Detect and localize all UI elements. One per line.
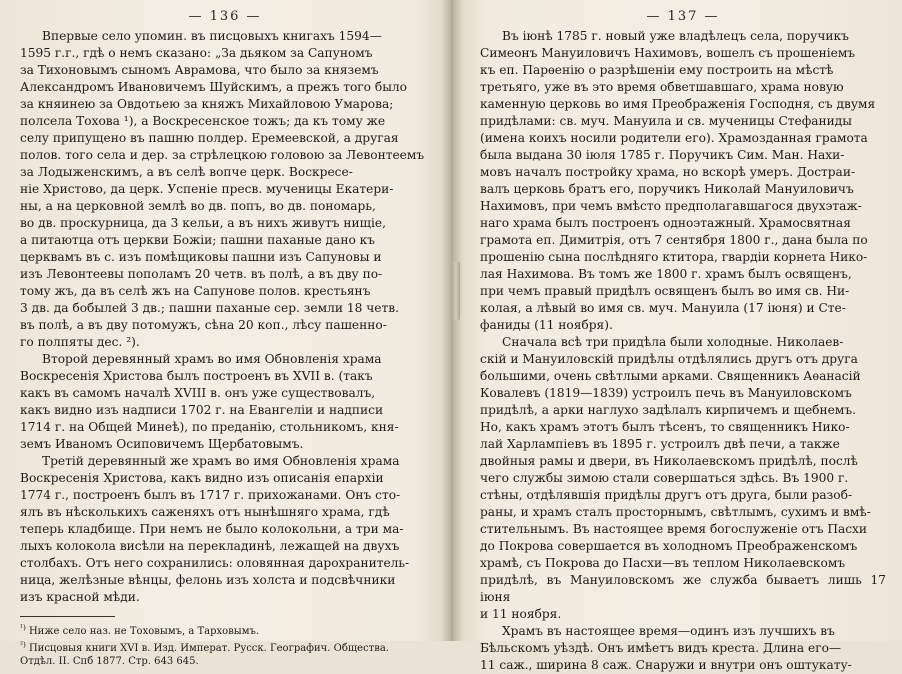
- footnote-1: [20, 621, 430, 638]
- left-paragraph-1: Впервые село упомин. въ писцовыхъ книгахъ 1594— 1595 г.г., гдѣ о немъ сказано: „За дьяком за Сапуномъ за Тихоновымъ сыномъ Аврамова, что было за княземъ Александромъ Ивановичемъ Шуйскимъ, а прежъ того было за княинею за Овдотьею за княжъ Михайловою Умарова; полсела Тохова ¹), а Воскресенское тожъ; да къ тому же селу припущено въ пашню полдер. Еремеевской, а другая полов. того села и дер. за стрѣлецкою головою за Левонтеемъ за Лодыженскимъ, а въ селѣ вопче церк. Воскресе- ніе Христово, да церк. Успеніе пресв. мученицы Екатери- ны, а на церковной землѣ во дв. попъ, во дв. пономарь, во дв. проскурница, да 3 кельи, а въ нихъ живутъ нищіе, а питаютца отъ церкви Божіи; пашни паханые дано къ церквамъ въ с. изъ помѣщиковы пашни изъ Сапуновы и изъ Левонтеевы пополамъ 20 четв. въ полѣ, а въ дву по- тому жъ, да въ селѣ жъ на Сапунове полов. крестьянъ 3 дв. да бобылей 3 дв.; пашни паханые сер. земли 18 четв. въ полѣ, а въ дву потомужъ, сѣна 20 коп., лѣсу пашенно- го полпяты дес. ²).: [20, 29, 425, 349]
- footnote-2-text: Писцовыя книги XVI в. Изд. Императ. Русск. Географич. Общества. Отдѣл. II. Спб 1877. Стр. 643 645.: [20, 643, 389, 667]
- right-page-body: [480, 28, 886, 674]
- footnote-1-mark: ¹): [20, 623, 26, 632]
- left-page: [0, 0, 450, 667]
- footnote-1-text: Ниже село наз. не Тоховымъ, а Тарховымъ.: [28, 626, 260, 637]
- right-page: [458, 0, 902, 672]
- right-paragraph-3: Храмъ въ настоящее время—одинъ изъ лучшихъ въ Бѣльскомъ уѣздѣ. Онъ имѣетъ видъ креста. Длина его— 11 саж., ширина 8 саж. Снаружи и внутри онъ оштукату-: [480, 624, 852, 672]
- left-paragraph-2: Второй деревянный храмъ во имя Обновленія храма Воскресенія Христова былъ построенъ въ XVII в. (такъ какъ въ самомъ началѣ XVIII в. онъ уже существовалъ, какъ видно изъ надписи 1702 г. на Евангеліи и надписи 1714 г. на Общей Минеѣ), по преданію, стольникомъ, кня- земъ Иваномъ Осиповичемъ Щербатовымъ.: [20, 352, 399, 451]
- right-paragraph-2: Сначала всѣ три придѣла были холодные. Николаев- скій и Мануиловскій придѣлы отдѣлялись другъ отъ друга большими, очень свѣтлыми арками. Священникъ Аѳанасій Ковалевъ (1819—1839) устроилъ печь въ Мануиловскомъ придѣлѣ, а арки наглухо задѣлалъ кирпичемъ и щебнемъ. Но, какъ храмъ этотъ былъ тѣсенъ, то священникъ Нико- лай Харлампіевъ въ 1895 г. устроилъ двѣ печи, а также двойныя рамы и двери, въ Николаевскомъ придѣлѣ, послѣ чего службы зимою стали совершаться здѣсь. Въ 1900 г. стѣны, отдѣлявшія придѣлы другъ отъ друга, были разоб- раны, и храмъ сталъ просторнымъ, свѣтлымъ, сухимъ и вмѣ- стительнымъ. Въ настоящее время богослуженіе отъ Пасхи до Покрова совершается въ холодномъ Преображенскомъ храмѣ, съ Покрова до Пасхи—въ теплом Николаевскомъ придѣлѣ, въ Мануиловскомъ же служба бываетъ лишь 17 іюня и 11 ноября.: [480, 335, 886, 621]
- left-page-body: [20, 28, 430, 606]
- right-page-number: — 137 —: [646, 9, 720, 24]
- footnote-2-mark: ²): [20, 640, 26, 649]
- left-page-number: — 136 —: [188, 9, 262, 24]
- left-paragraph-3: Третій деревянный же храмъ во имя Обновленія храма Воскресенія Христова, какъ видно изъ описанія епархіи 1774 г., построенъ былъ въ 1717 г. прихожанами. Онъ сто- ялъ въ нѣсколькихъ саженяхъ отъ нынѣшняго храма, гдѣ теперь кладбище. При немъ не было колокольни, а три ма- лыхъ колокола висѣли на перекладинѣ, лежащей на двухъ столбахъ. Отъ него сохранились: оловянная дарохранитель- ница, желѣзные вѣнцы, фелонь изъ холста и подсвѣчники изъ красной мѣди.: [20, 454, 410, 604]
- footnote-2: [20, 638, 430, 668]
- right-paragraph-1: Въ іюнѣ 1785 г. новый уже владѣлецъ села, поручикъ Симеонъ Мануиловичъ Нахимовъ, вошелъ съ прошеніемъ къ еп. Парѳенію о разрѣшеніи ему построить на мѣстѣ третьяго, уже въ это время обветшавшаго, храма новую каменную церковь во имя Преображенія Господня, съ двумя придѣлами: св. муч. Мануила и св. мученицы Стефаниды (имена коихъ носили родители его). Храмозданная грамота была выдана 30 іюля 1785 г. Поручикъ Сим. Ман. Нахи- мовъ началъ постройку храма, но вскорѣ умеръ. Достраи- валъ церковь братъ его, поручикъ Николай Мануиловичъ Нахимовъ, при чемъ вмѣсто предполагавшагося двухэтаж- наго храма былъ построенъ одноэтажный. Храмосвятная грамота еп. Димитрія, отъ 7 сентября 1800 г., дана была по прошенію сына послѣдняго ктитора, гвардіи корнета Нико- лая Нахимова. Въ томъ же 1800 г. храмъ былъ освященъ, при чемъ правый придѣлъ освященъ былъ во имя св. Ни- колая, а лѣвый во имя св. муч. Мануила (17 іюня) и Сте- фаниды (11 ноября).: [480, 29, 876, 332]
- footnote-rule: [20, 616, 115, 617]
